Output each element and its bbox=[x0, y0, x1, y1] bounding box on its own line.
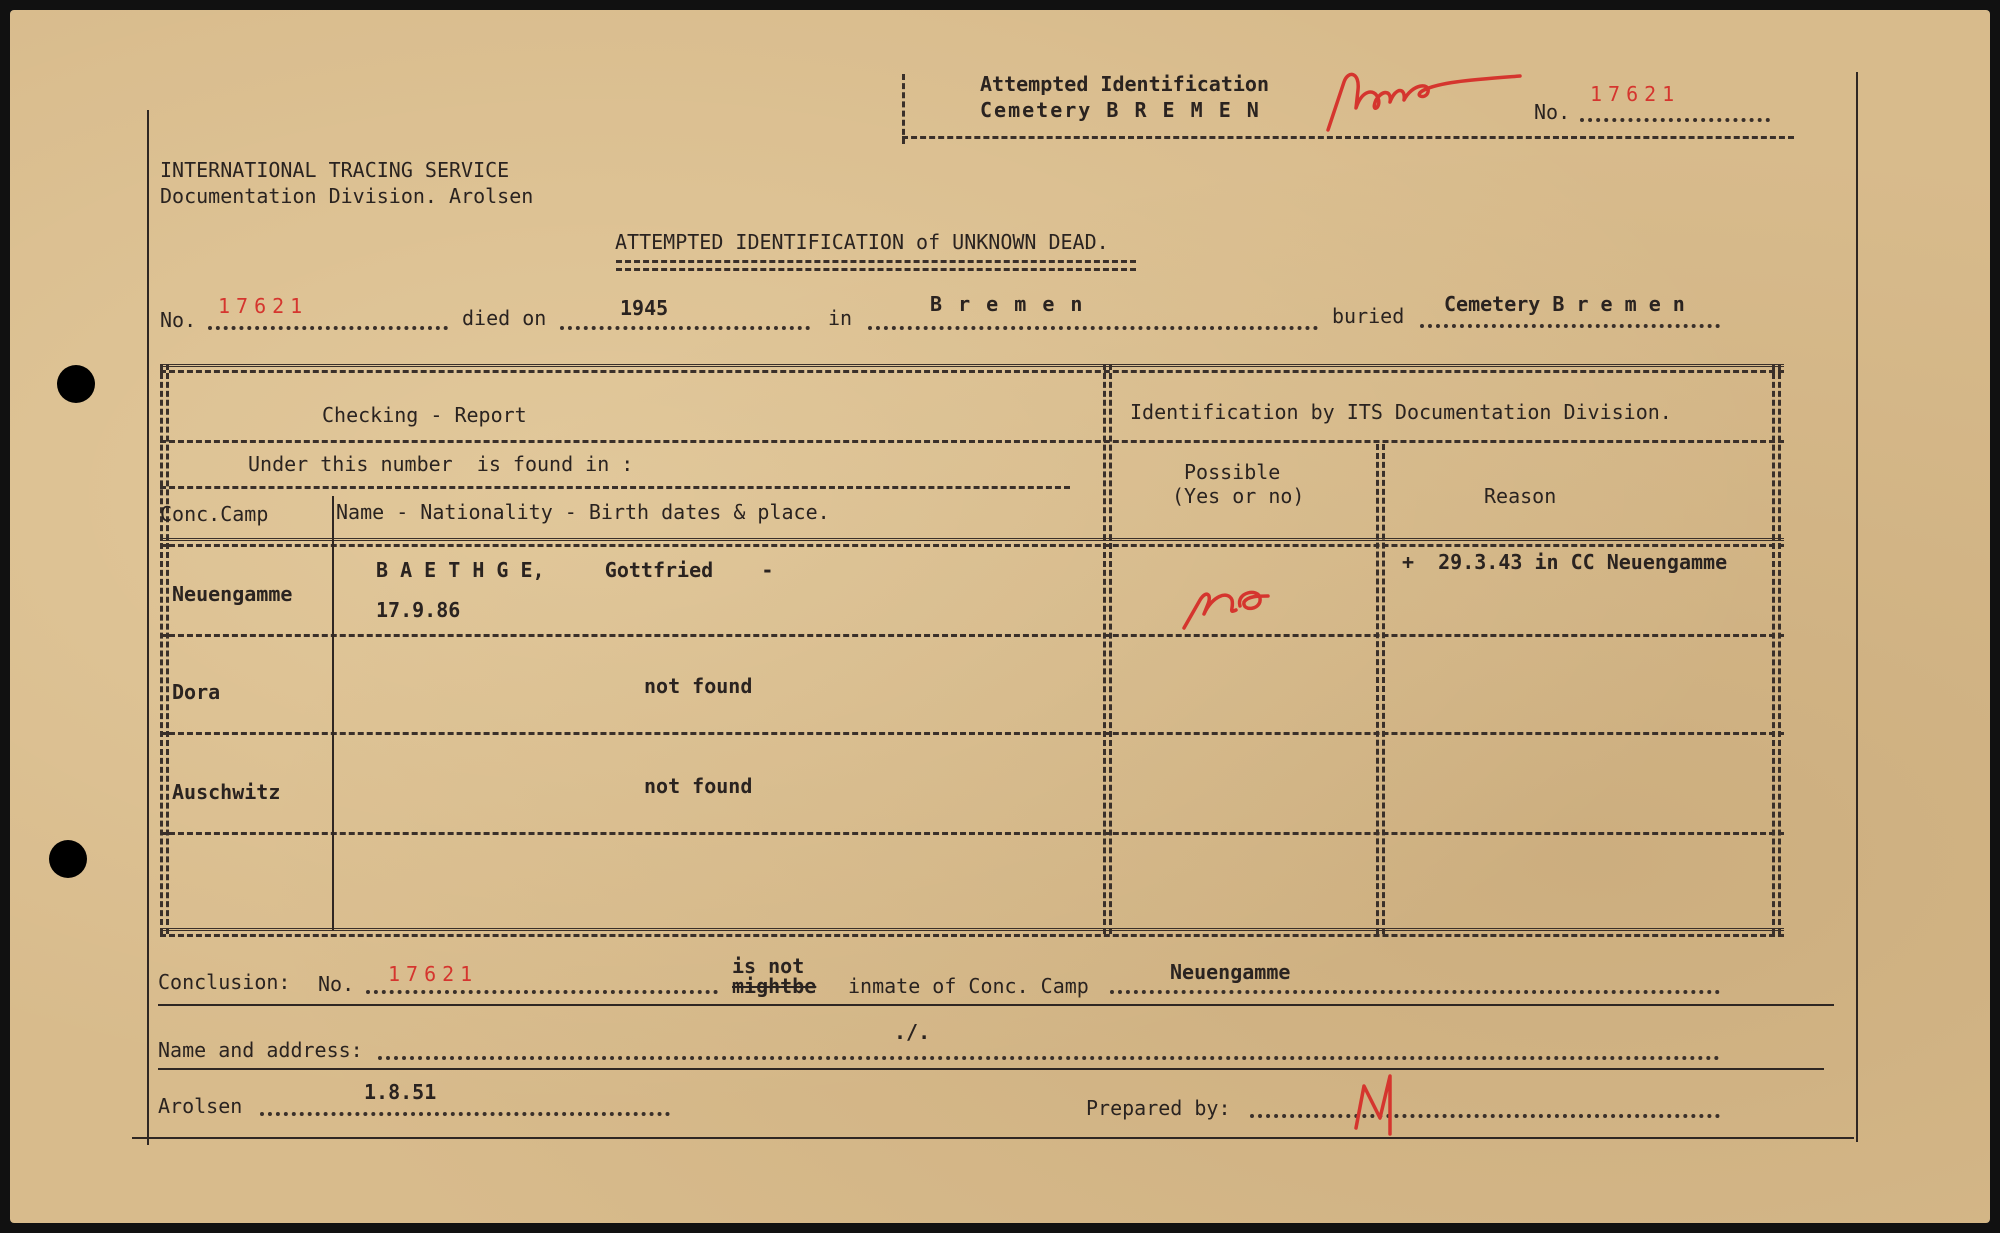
col-reason-header: Reason bbox=[1484, 484, 1557, 508]
header-box-left bbox=[902, 74, 905, 144]
row-divider-1 bbox=[160, 634, 1784, 637]
prepared-by-label: Prepared by: bbox=[1086, 1096, 1231, 1120]
found-in-label: Under this number is found in : bbox=[248, 452, 634, 476]
table-left-border bbox=[160, 364, 163, 934]
record-buried-dots bbox=[1420, 324, 1720, 328]
table-header-divider bbox=[160, 440, 1784, 443]
row-name: not found bbox=[644, 674, 753, 698]
header-no-value: 17621 bbox=[1590, 82, 1681, 106]
conclusion-struck-text: mightbe bbox=[732, 974, 817, 998]
conclusion-camp-dots bbox=[1110, 990, 1720, 994]
record-in-label: in bbox=[828, 306, 853, 330]
row-birth-date: 17.9.86 bbox=[376, 598, 461, 622]
row-name: not found bbox=[644, 774, 753, 798]
conclusion-inmate: inmate of Conc. Camp bbox=[848, 974, 1089, 998]
form-title: ATTEMPTED IDENTIFICATION of UNKNOWN DEAD. bbox=[615, 230, 1109, 254]
handwritten-none bbox=[1320, 60, 1530, 140]
org-line-1: INTERNATIONAL TRACING SERVICE bbox=[160, 158, 510, 182]
frame-right bbox=[1856, 72, 1858, 1142]
row-camp: Dora bbox=[172, 680, 221, 704]
name-address-label: Name and address: bbox=[158, 1038, 363, 1062]
title-underline bbox=[616, 260, 1136, 271]
col-possible-header-1: Possible bbox=[1184, 460, 1281, 484]
camp-name-divider bbox=[332, 496, 334, 930]
table-top-border bbox=[160, 364, 1784, 373]
frame-left bbox=[147, 110, 149, 1145]
footer-date: 1.8.51 bbox=[364, 1080, 437, 1104]
column-header-divider bbox=[160, 538, 1784, 547]
header-no-label: No. bbox=[1534, 100, 1571, 124]
record-buried-value: Cemetery B r e m e n bbox=[1444, 292, 1685, 316]
header-heading-1: Attempted Identification bbox=[980, 72, 1269, 96]
record-died-value: 1945 bbox=[620, 296, 669, 320]
record-died-dots bbox=[560, 326, 810, 330]
table-right-border bbox=[1772, 364, 1775, 934]
org-line-2: Documentation Division. Arolsen bbox=[160, 184, 534, 208]
conclusion-camp: Neuengamme bbox=[1170, 960, 1291, 984]
row-divider-2 bbox=[160, 732, 1784, 735]
identification-header: Identification by ITS Documentation Division. bbox=[1130, 400, 1672, 424]
conclusion-no-label: No. bbox=[318, 972, 355, 996]
record-no-label: No. bbox=[160, 308, 197, 332]
conclusion-no-value: 17621 bbox=[388, 962, 479, 986]
header-heading-2: Cemetery B R E M E N bbox=[980, 98, 1261, 122]
possible-reason-divider bbox=[1376, 444, 1379, 934]
name-address-value: ./. bbox=[894, 1020, 931, 1044]
record-in-value: B r e m e n bbox=[930, 292, 1085, 316]
found-in-divider bbox=[160, 486, 1070, 489]
record-no-value: 17621 bbox=[218, 294, 309, 318]
row-camp: Auschwitz bbox=[172, 780, 281, 804]
handwritten-no bbox=[1178, 566, 1288, 636]
checking-report-header: Checking - Report bbox=[322, 403, 527, 427]
punch-hole-bottom bbox=[49, 840, 87, 878]
conclusion-is-not: is not bbox=[732, 954, 805, 978]
record-buried-label: buried bbox=[1332, 304, 1405, 328]
name-address-dots bbox=[378, 1056, 1720, 1060]
left-right-divider bbox=[1103, 364, 1106, 934]
conclusion-label: Conclusion: bbox=[158, 970, 291, 994]
col-camp-header: Conc.Camp bbox=[160, 502, 269, 526]
col-name-header: Name - Nationality - Birth dates & place. bbox=[336, 500, 830, 524]
header-no-dots bbox=[1580, 118, 1770, 122]
footer-place: Arolsen bbox=[158, 1094, 243, 1118]
frame-bottom bbox=[132, 1137, 1854, 1139]
footer-date-dots bbox=[260, 1112, 670, 1116]
col-possible-header-2: (Yes or no) bbox=[1172, 484, 1305, 508]
index-card bbox=[10, 10, 1990, 1223]
row-reason: + 29.3.43 in CC Neuengamme bbox=[1402, 550, 1728, 574]
conclusion-no-dots bbox=[366, 990, 718, 994]
prepared-by-dots bbox=[1250, 1114, 1720, 1118]
table-bottom-border bbox=[160, 928, 1784, 937]
conclusion-rule bbox=[158, 1004, 1834, 1006]
row-name: B A E T H G E, Gottfried - bbox=[376, 558, 774, 582]
record-no-dots bbox=[208, 326, 448, 330]
row-camp: Neuengamme bbox=[172, 582, 293, 606]
handwritten-initial bbox=[1350, 1066, 1410, 1136]
record-died-label: died on bbox=[462, 306, 547, 330]
record-in-dots bbox=[868, 326, 1318, 330]
name-address-rule bbox=[158, 1068, 1824, 1070]
row-divider-3 bbox=[160, 832, 1784, 835]
punch-hole-top bbox=[57, 365, 95, 403]
